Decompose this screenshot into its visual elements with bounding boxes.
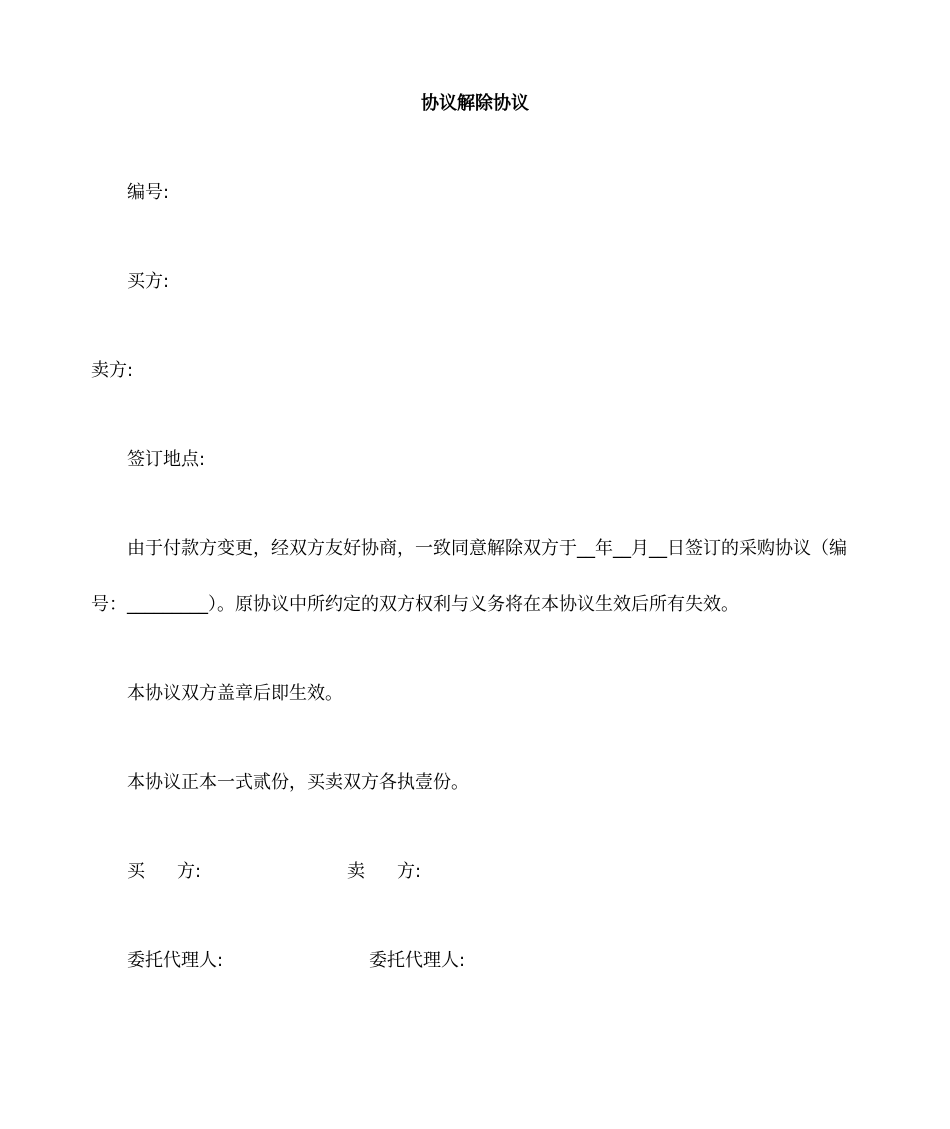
buyer-signature-char1: 买 <box>127 861 145 882</box>
buyer-label: 买方: <box>127 271 170 292</box>
buyer-signature-char2: 方: <box>177 861 202 882</box>
seller-signature-label <box>347 860 421 884</box>
seller-label: 卖方: <box>91 360 134 381</box>
copies-paragraph: 本协议正本一式贰份，买卖双方各执壹份。 <box>127 772 469 793</box>
signing-place-label: 签订地点: <box>127 449 206 470</box>
seller-signature-char2: 方: <box>397 861 422 882</box>
termination-paragraph-line2: 号：_________）。原协议中所约定的双方权利与义务将在本协议生效后所有失效。 <box>91 594 739 615</box>
termination-paragraph-line1: 由于付款方变更，经双方友好协商，一致同意解除双方于__年__月__日签订的采购协议（编 <box>127 538 847 559</box>
buyer-signature-label <box>127 860 201 884</box>
seller-signature-char1: 卖 <box>347 861 365 882</box>
document-title: 协议解除协议 <box>421 93 529 114</box>
seller-agent-label: 委托代理人: <box>369 950 466 971</box>
effective-paragraph: 本协议双方盖章后即生效。 <box>127 683 343 704</box>
buyer-agent-label: 委托代理人: <box>127 950 224 971</box>
number-label: 编号: <box>127 182 170 203</box>
